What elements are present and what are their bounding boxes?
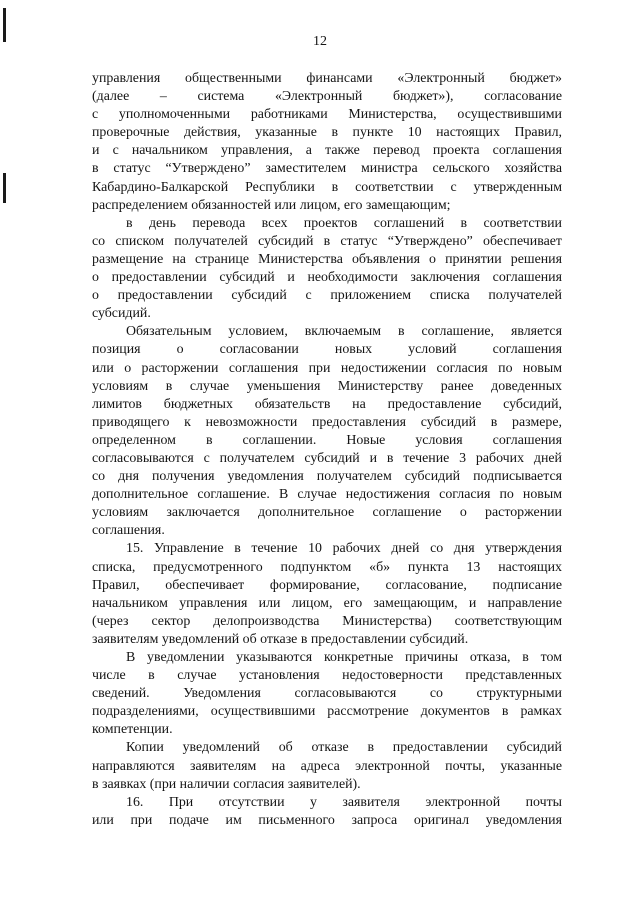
text-line: условиям в случае уменьшения Министерству ранее доведенных: [92, 378, 562, 394]
text-line: о предоставлении субсидий и необходимости заключения соглашения: [92, 270, 562, 286]
text-line: (далее – система «Электронный бюджет»), согласование: [92, 89, 562, 105]
text-line: (через сектор делопроизводства Министерства) соответствующим: [92, 613, 562, 629]
text-line: соглашения.: [92, 523, 165, 539]
text-line: Правил, обеспечивает формирование, согласование, подписание: [92, 577, 562, 593]
paragraph-first-line: В уведомлении указываются конкретные причины отказа, в том: [126, 650, 562, 665]
document-body: [92, 70, 562, 830]
paragraph-first-line: 16. При отсутствии у заявителя электронной почты: [126, 794, 562, 810]
text-line: начальником управления или лицом, его замещающим, и направление: [92, 595, 562, 611]
page-number: 12: [313, 34, 327, 49]
text-line: заявителям уведомлений об отказе в предоставлении субсидий.: [92, 631, 469, 647]
text-line: распределением обязанностей или лицом, его замещающим;: [92, 197, 451, 213]
text-line: или при подаче им письменного запроса оригинал уведомления: [92, 812, 562, 828]
text-line: дополнительное соглашение. В случае недостижения согласия по новым: [92, 487, 562, 503]
text-line: списка, предусмотренного подпунктом «б» пункта 13 настоящих: [92, 559, 562, 575]
text-line: Кабардино-Балкарской Республики в соответствии с утвержденным: [92, 179, 562, 195]
text-line: сведений. Уведомления согласовываются со структурными: [92, 686, 562, 702]
paragraph-first-line: Обязательным условием, включаемым в соглашение, является: [126, 324, 562, 340]
paragraph-first-line: Копии уведомлений об отказе в предоставлении субсидий: [126, 740, 562, 756]
text-line: о предоставлении субсидий с приложением списка получателей: [92, 288, 562, 304]
text-line: числе в случае установления недостоверности представленных: [92, 668, 562, 684]
text-line: подразделениями, осуществившими рассмотрение документов в рамках: [92, 704, 562, 720]
text-line: размещение на странице Министерства объявления о принятии решения: [92, 251, 562, 267]
text-line: лимитов бюджетных обязательств на предоставление субсидий,: [92, 396, 562, 412]
text-line: условиям заключается дополнительное соглашение о расторжении: [92, 505, 562, 521]
text-line: в заявках (при наличии согласия заявителей).: [92, 776, 361, 792]
text-line: в статус “Утверждено” заместителем министра сельского хозяйства: [92, 161, 562, 177]
text-line: со списком получателей субсидий в статус “Утверждено” обеспечивает: [92, 233, 562, 249]
text-line: согласовываются с получателем субсидий и в течение 3 рабочих дней: [92, 450, 562, 466]
text-line: приводящего к невозможности предоставления субсидий в размере,: [92, 414, 562, 430]
text-line: и с начальником управления, а также перевод проекта соглашения: [92, 143, 562, 159]
text-line: компетенции.: [92, 722, 173, 738]
text-line: с уполномоченными работниками Министерства, осуществившими: [92, 107, 562, 123]
scan-margin-mark-middle: [3, 173, 6, 203]
text-line: или о расторжении соглашения при недостижении согласия по новым: [92, 360, 562, 376]
text-line: субсидий.: [92, 306, 151, 322]
paragraph-first-line: 15. Управление в течение 10 рабочих дней со дня утверждения: [126, 541, 562, 557]
paragraph-first-line: в день перевода всех проектов соглашений в соответствии: [126, 215, 562, 231]
text-line: проверочные действия, указанные в пункте 10 настоящих Правил,: [92, 125, 562, 141]
text-line: со дня получения уведомления получателем субсидий подписывается: [92, 469, 562, 485]
text-line: направляются заявителям на адреса электронной почты, указанные: [92, 758, 562, 774]
text-line: определенном в соглашении. Новые условия соглашения: [92, 432, 562, 448]
text-line: управления общественными финансами «Электронный бюджет»: [92, 71, 562, 86]
text-line: позиция о согласовании новых условий соглашения: [92, 342, 562, 358]
